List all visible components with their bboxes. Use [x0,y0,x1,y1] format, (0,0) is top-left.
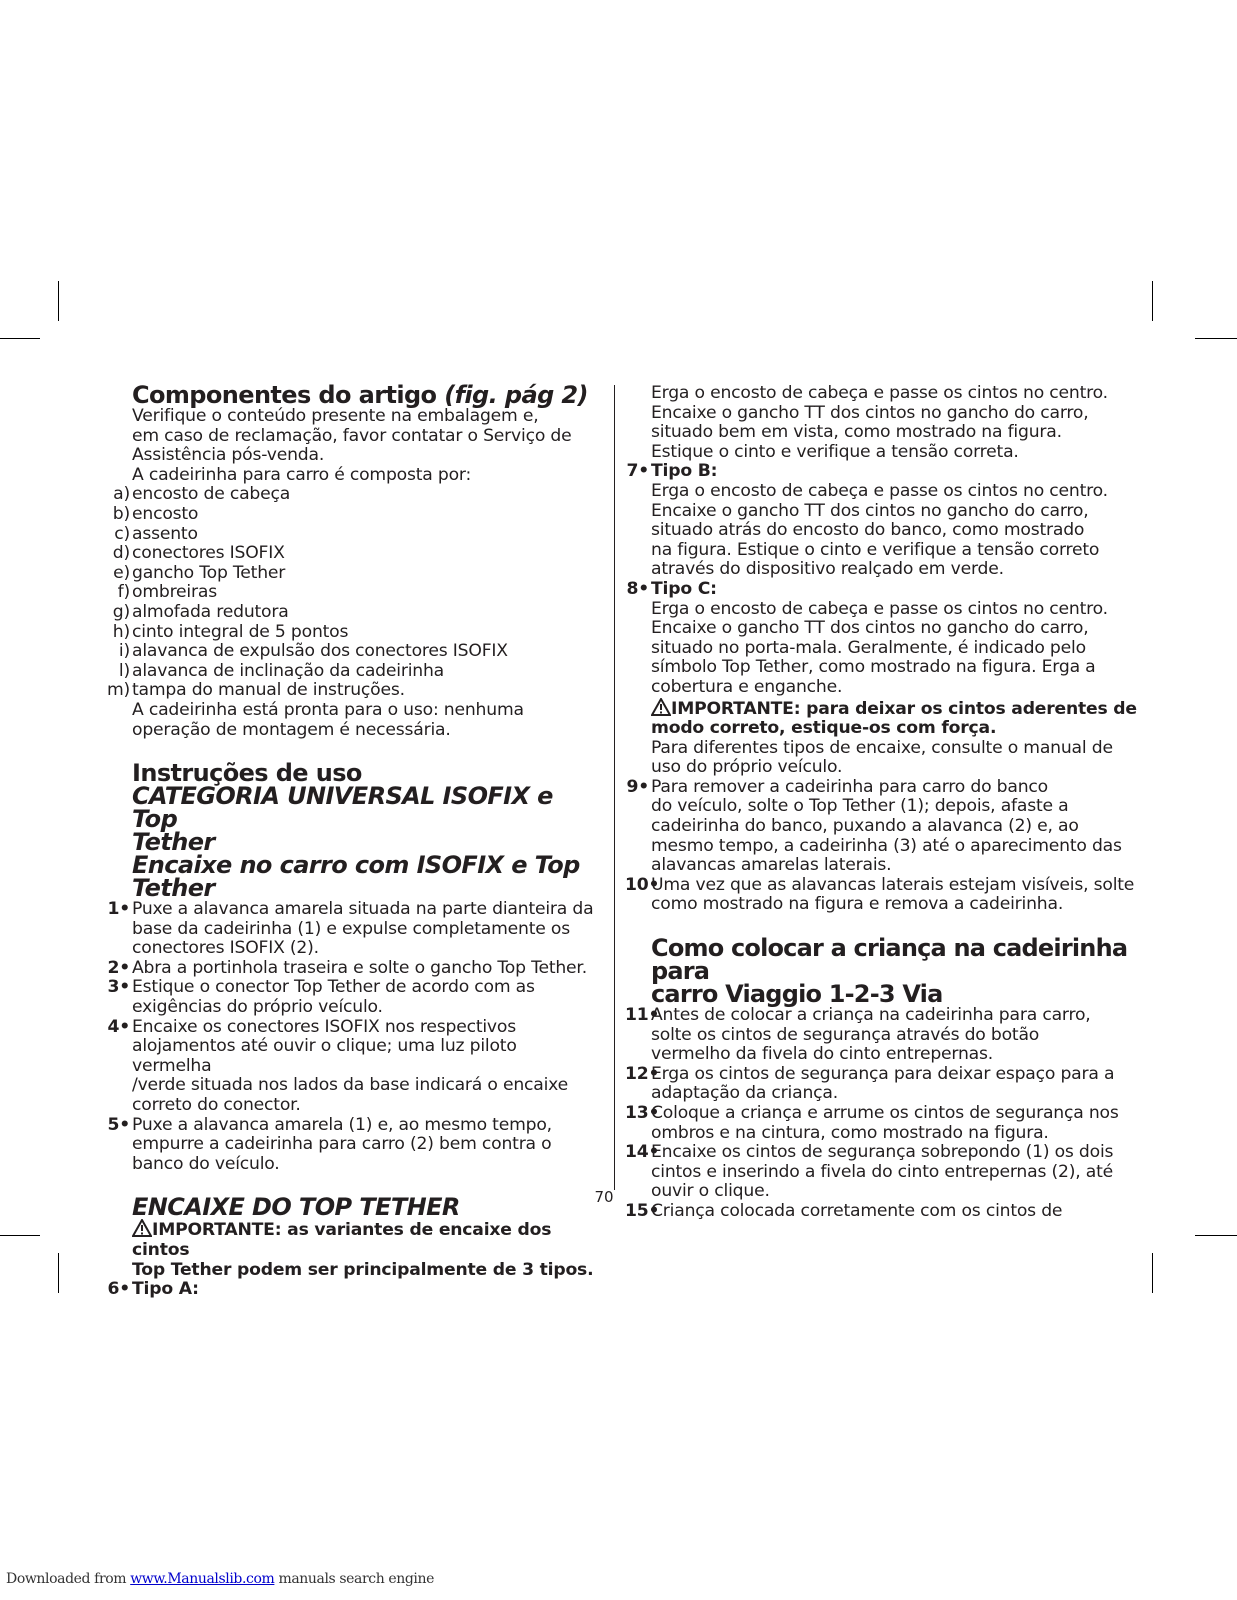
left-column [92,381,598,1300]
ready-text [92,701,598,740]
warning-text: IMPORTANTE: para deixar os cintos aderentes de [671,698,1137,719]
step-number: 12• [625,1063,660,1084]
step-text [651,778,1143,876]
list-item [92,564,598,584]
list-text: almofada redutora [132,601,289,622]
step-number: 1• [107,899,130,920]
text-line: Erga o encosto de cabeça e passe os cintos no centro. [651,480,1108,501]
step-line: Uma vez que as alavancas laterais estejam visíveis, solte [651,874,1135,895]
step-line: cadeirinha do banco, puxando a alavanca (2) e, ao [651,816,1079,837]
list-label: c) [114,523,130,544]
step-text [651,876,1143,915]
step-title: Tipo A: [132,1279,199,1300]
list-text: gancho Top Tether [132,562,286,583]
consult-text [625,739,1143,778]
step-line: solte os cintos de segurança através do botão [651,1024,1040,1045]
text-line: Encaixe o gancho TT dos cintos no gancho do carro, [651,500,1089,521]
list-label: h) [112,621,130,642]
list-item [92,681,598,701]
step-item [625,778,1143,876]
list-label: a) [113,484,130,505]
step-line: correto do conector. [132,1095,301,1116]
crop-mark [58,1253,59,1293]
text-line: situado no porta-mala. Geralmente, é indicado pelo [651,637,1086,658]
list-item [92,525,598,545]
list-item [92,662,598,682]
footer-prefix: Downloaded from [6,1571,131,1587]
step-line: Antes de colocar a criança na cadeirinha para carro, [651,1005,1091,1026]
step-line: Puxe a alavanca amarela situada na parte dianteira da [132,899,594,920]
intro-text [92,407,598,485]
step-number: 8• [626,578,649,599]
text-line: situado atrás do encosto do banco, como mostrado [651,520,1085,541]
crop-mark [1152,1253,1153,1293]
step-text [651,1104,1143,1143]
steps-list [625,778,1143,915]
components-list [92,485,598,701]
step-line: conectores ISOFIX (2). [132,938,319,959]
list-item [92,544,598,564]
text-line: situado bem em vista, como mostrado na figura. [651,422,1062,443]
step-line: base da cadeirinha (1) e expulse completamente os [132,918,570,939]
list-text: encosto [132,503,199,524]
list-text: ombreiras [132,582,217,603]
step-number: 11• [625,1005,660,1026]
download-footer [6,1571,434,1587]
list-label: m) [106,680,130,701]
step-number: 7• [626,461,649,482]
warning-text: IMPORTANTE: as variantes de encaixe dos cintos [132,1220,552,1260]
step-line: adaptação da criança. [651,1083,838,1104]
step-text [132,959,598,979]
step-line: alavancas amarelas laterais. [651,855,892,876]
text-line: uso do próprio veículo. [651,757,843,778]
step-title: Tipo B: [651,461,718,482]
type-a-text [625,384,1143,462]
text-line: símbolo Top Tether, como mostrado na figura. Erga a [651,657,1096,678]
step-item [625,462,1143,482]
manualslib-link[interactable]: www.Manualslib.com [130,1571,275,1587]
warning-block [92,1219,598,1280]
step-line: /verde situada nos lados da base indicará o encaixe [132,1075,568,1096]
components-title-ref: (fig. pág 2) [444,381,588,409]
step-text [651,1006,1143,1065]
step-line: ouvir o clique. [651,1181,770,1202]
step-title: Tipo C: [651,578,717,599]
list-item [92,642,598,662]
step-number: 13• [625,1103,660,1123]
text-line: Erga o encosto de cabeça e passe os cintos no centro. [651,383,1108,403]
crop-mark [1152,281,1153,321]
list-label: l) [118,660,130,681]
ready-line: A cadeirinha está pronta para o uso: nenhuma [132,699,524,720]
step-item [625,1104,1143,1143]
text-line: Encaixe o gancho TT dos cintos no gancho do carro, [651,402,1089,423]
child-heading: Como colocar a criança na cadeirinha para [651,934,1128,986]
warning-icon [132,1219,152,1237]
text-line: Erga o encosto de cabeça e passe os cintos no centro. [651,598,1108,619]
list-label: f) [117,582,130,603]
step-number: 4• [107,1016,130,1037]
step-number: 10• [625,874,660,895]
step-item [625,1065,1143,1104]
fit-heading: Encaixe no carro com ISOFIX e Top Tether [132,851,580,903]
step-item [92,978,598,1017]
intro-line: em caso de reclamação, favor contatar o Serviço de [132,425,572,446]
warning-line [651,698,1143,720]
step-line: do veículo, solte o Top Tether (1); depois, afaste a [651,796,1069,817]
text-line: cobertura e enganche. [651,676,843,697]
step-item [92,959,598,979]
crop-mark [1195,1235,1237,1236]
list-label: g) [112,601,130,622]
list-item [92,505,598,525]
list-item [92,623,598,643]
steps-list [92,900,598,1174]
text-line: Para diferentes tipos de encaixe, consulte o manual de [651,737,1113,758]
step-text [132,978,598,1017]
list-label: e) [113,562,130,583]
step-line: mesmo tempo, a cadeirinha (3) até o aparecimento das [651,835,1122,856]
step-line: Estique o conector Top Tether de acordo com as [132,977,535,998]
step-line: alojamentos até ouvir o clique; uma luz piloto vermelha [132,1036,517,1076]
warning-text: modo correto, estique-os com força. [651,718,997,739]
step-number: 9• [626,776,649,797]
step-item [92,1116,598,1175]
step-text [132,1018,598,1116]
text-line: na figura. Estique o cinto e verifique a tensão correto [651,539,1100,560]
list-text: assento [132,523,198,544]
warning-block [625,698,1143,739]
crop-mark [0,338,40,339]
type-b-text [625,482,1143,580]
list-label: d) [112,543,130,564]
text-line: através do dispositivo realçado em verde. [651,559,1004,580]
step-number: 15• [625,1200,660,1221]
step-line: Encaixe os conectores ISOFIX nos respectivos [132,1016,516,1037]
step-item [625,580,1143,600]
intro-line: A cadeirinha para carro é composta por: [132,464,472,485]
crop-mark [1195,338,1237,339]
step-item [92,1018,598,1116]
list-text: tampa do manual de instruções. [132,680,405,701]
intro-line: Assistência pós-venda. [132,445,325,466]
child-heading: carro Viaggio 1-2-3 Via [651,980,943,1009]
intro-line: Verifique o conteúdo presente na embalagem e, [132,406,539,426]
step-line: exigências do próprio veículo. [132,997,383,1018]
step-line: cintos e inserindo a fivela do cinto entrepernas (2), até [651,1161,1113,1182]
step-number: 2• [107,957,130,978]
crop-mark [58,281,59,321]
instructions-heading: Instruções de uso [132,759,362,788]
list-text: encosto de cabeça [132,484,291,505]
step-item [92,900,598,959]
list-text: conectores ISOFIX [132,543,285,564]
warning-line [132,1219,598,1260]
step-line: Erga os cintos de segurança para deixar espaço para a [651,1063,1115,1084]
step-line: Coloque a criança e arrume os cintos de segurança nos [651,1103,1119,1123]
list-item [92,603,598,623]
step-line: Para remover a cadeirinha para carro do banco [651,776,1048,797]
right-column [625,384,1143,1222]
step-line: Abra a portinhola traseira e solte o gancho Top Tether. [132,957,587,978]
step-text [651,1065,1143,1104]
list-item [92,485,598,505]
warning-icon [651,698,671,716]
page-number: 70 [594,1188,614,1206]
step-text [651,1143,1143,1202]
step-item [625,1202,1143,1222]
category-heading: Tether [132,828,215,857]
column-divider [614,385,615,1190]
list-text: alavanca de expulsão dos conectores ISOFIX [132,641,508,662]
step-line: empurre a cadeirinha para carro (2) bem contra o [132,1134,552,1155]
category-heading: CATEGORIA UNIVERSAL ISOFIX e Top [132,782,553,834]
step-line: vermelho da fivela do cinto entrepernas. [651,1044,994,1065]
footer-suffix: manuals search engine [274,1571,435,1587]
step-item [625,1143,1143,1202]
list-item [92,583,598,603]
step-number: 3• [107,977,130,998]
step-number: 14• [625,1142,660,1163]
step-line: Puxe a alavanca amarela (1) e, ao mesmo tempo, [132,1114,552,1135]
step-line: Criança colocada corretamente com os cintos de [651,1200,1063,1221]
step-line: Encaixe os cintos de segurança sobrepondo (1) os dois [651,1142,1114,1163]
step-line: banco do veículo. [132,1153,280,1174]
step-number: 5• [107,1114,130,1135]
list-text: cinto integral de 5 pontos [132,621,349,642]
type-c-text [625,600,1143,698]
warning-text: Top Tether podem ser principalmente de 3 tipos. [132,1259,594,1280]
list-label: i) [118,641,130,662]
step-item [625,1006,1143,1065]
step-item [92,1280,598,1300]
step-line: como mostrado na figura e remova a cadeirinha. [651,894,1064,915]
step-item [625,876,1143,915]
components-title: Componentes do artigo [132,381,437,409]
toptether-heading: ENCAIXE DO TOP TETHER [132,1193,460,1222]
steps-list [625,1006,1143,1222]
text-line: Estique o cinto e verifique a tensão correta. [651,441,1019,462]
step-number: 6• [107,1279,130,1300]
list-label: b) [112,503,130,524]
list-text: alavanca de inclinação da cadeirinha [132,660,444,681]
crop-mark [0,1235,40,1236]
components-heading [132,381,598,409]
step-text [132,900,598,959]
step-text [651,1202,1143,1222]
ready-line: operação de montagem é necessária. [132,719,451,740]
step-line: ombros e na cintura, como mostrado na figura. [651,1122,1049,1143]
text-line: Encaixe o gancho TT dos cintos no gancho do carro, [651,618,1089,639]
step-text [132,1116,598,1175]
